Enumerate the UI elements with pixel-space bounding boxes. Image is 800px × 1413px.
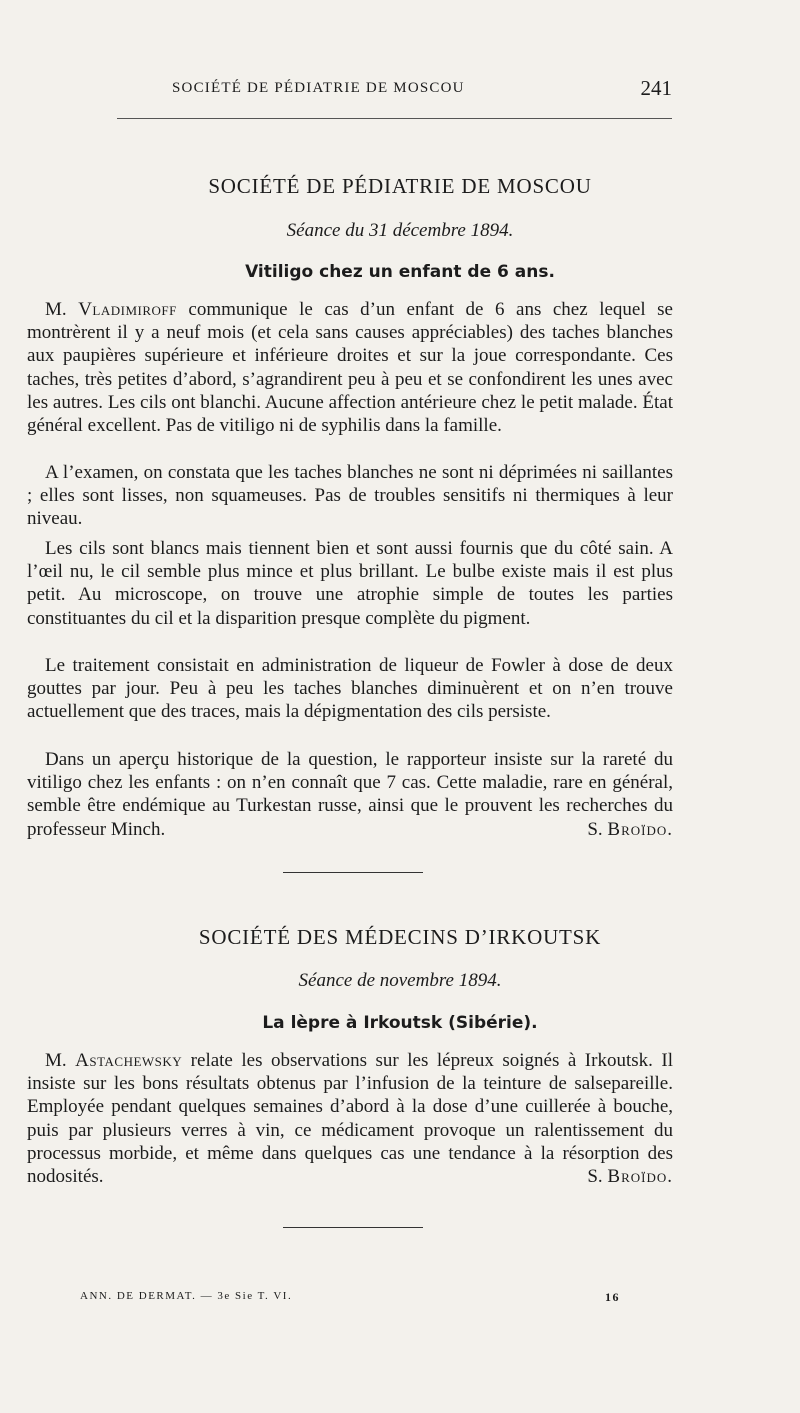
paragraph [27, 1049, 673, 1188]
section-title: SOCIÉTÉ DE PÉDIATRIE DE MOSCOU [208, 174, 592, 198]
signature-initial: S. [587, 818, 608, 840]
page-number: 241 [640, 76, 672, 100]
paragraph-text: Dans un aperçu historique de la question, le rapporteur insiste sur la rareté du vitiligo chez les enfants : on n’en connaît que 7 cas. Cette maladie, rare en général, semble être endémique au Turkestan russe, ainsi que le prouvent les recherches du professeur Minch. [27, 749, 673, 840]
article-subject: Vitiligo chez un enfant de 6 ans. [245, 262, 555, 282]
signature-initial: S. [587, 1166, 608, 1188]
paragraph: Le traitement consistait en administration de liqueur de Fowler à dose de deux gouttes par jour. Peu à peu les taches blanches diminuèrent et on n’en trouve actuellement que des traces, mais la dépigmentation des cils persiste. [27, 655, 673, 723]
signature [569, 818, 673, 841]
section-separator [283, 1227, 423, 1228]
paragraph [27, 298, 673, 437]
speaker-prefix: M. [45, 299, 79, 320]
article-subject: La lèpre à Irkoutsk (Sibérie). [262, 1013, 538, 1033]
signature-name: Broïdo. [607, 818, 673, 840]
paragraph: A l’examen, on constata que les taches blanches ne sont ni déprimées ni saillantes ; elles sont lisses, non squameuses. Pas de troubles sensitifs ni thermiques à leur niveau. [27, 462, 673, 530]
header-rule [117, 118, 672, 119]
paragraph [27, 748, 673, 841]
paragraph-text: communique le cas d’un enfant de 6 ans chez lequel se montrèrent il y a neuf mois (et cela sans causes appréciables) des taches blanches aux paupières supérieure et inférieure droites et sur la joue correspondante. Ces taches, très petites d’abord, s’agrandirent peu à peu et se confondirent les unes avec les autres. Les cils ont blanchi. Aucune affection antérieure chez le petit malade. État général excellent. Pas de vitiligo ni de syphilis dans la famille. [27, 299, 673, 437]
speaker-name: Astachewsky [75, 1050, 183, 1071]
signature [569, 1165, 673, 1188]
speaker-prefix: M. [45, 1050, 76, 1071]
footer-citation: ANN. DE DERMAT. — 3e Sie T. VI. [80, 1290, 293, 1302]
speaker-name: Vladimiroff [78, 299, 177, 320]
paragraph-text: relate les observations sur les lépreux soignés à Irkoutsk. Il insiste sur les bons résultats obtenus par l’infusion de la teinture de salsepareille. Employée pendant quelques semaines d’abord à la dose d’une cuillerée à bouche, puis par plusieurs verres à vin, ce médicament provoque un ralentissement du processus morbide, et même dans quelques cas une tendance à la résorption des nodosités. [27, 1050, 673, 1188]
section-separator [283, 872, 423, 873]
signature-name: Broïdo. [607, 1166, 673, 1188]
signature-mark: 16 [605, 1290, 620, 1304]
section-title: SOCIÉTÉ DES MÉDECINS D’IRKOUTSK [198, 925, 602, 949]
seance-date: Séance du 31 décembre 1894. [286, 220, 514, 241]
paragraph: Les cils sont blancs mais tiennent bien et sont aussi fournis que du côté sain. A l’œil nu, le cil semble plus mince et plus brillant. Le bulbe existe mais il est plus petit. Au microscope, on trouve une atrophie simple de toutes les parties constituantes du cil et la disparition presque complète du pigment. [27, 538, 673, 629]
running-head-title: SOCIÉTÉ DE PÉDIATRIE DE MOSCOU [172, 80, 465, 96]
seance-date: Séance de novembre 1894. [298, 970, 502, 991]
